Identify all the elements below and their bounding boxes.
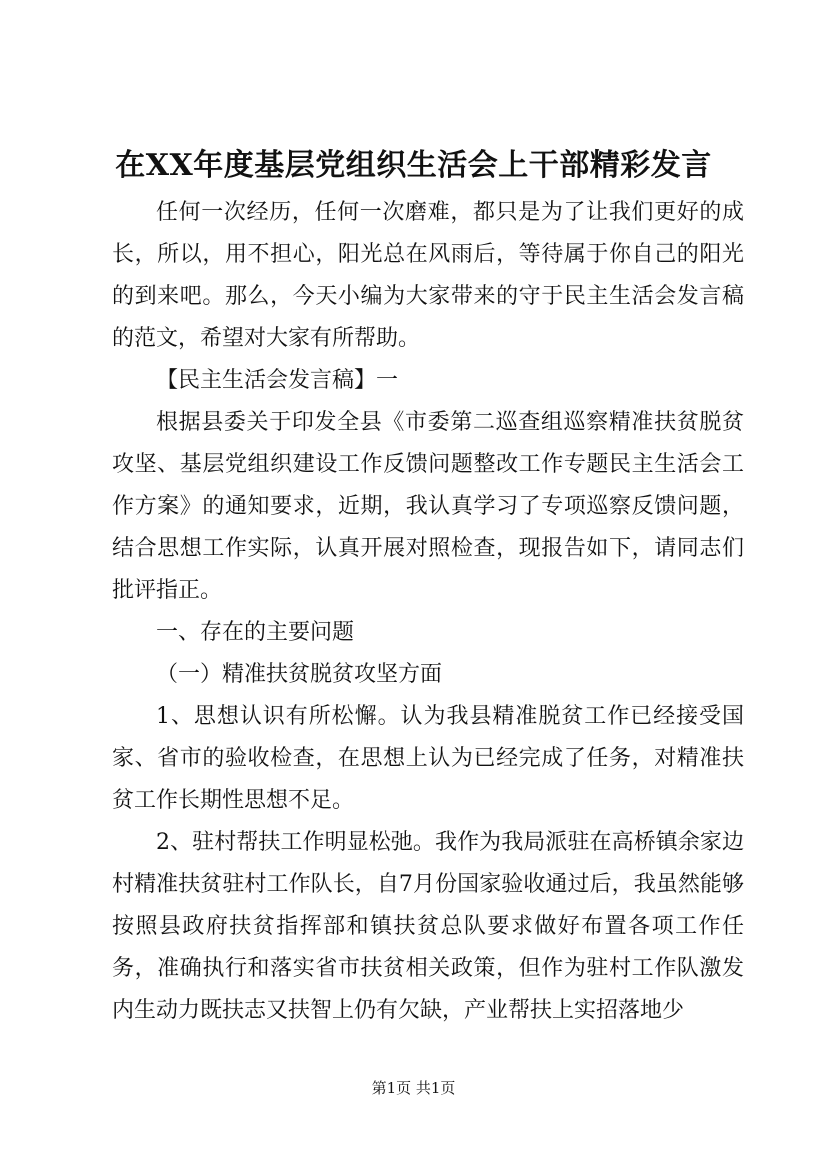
body-paragraph: 1、思想认识有所松懈。认为我县精准脱贫工作已经接受国家、省市的验收检查，在思想上认为已经完成了任务，对精准扶贫工作长期性思想不足。	[112, 704, 744, 813]
chapter-heading: 一、存在的主要问题	[156, 620, 355, 645]
subsection-heading: （一）精准扶贫脱贫攻坚方面	[156, 662, 443, 687]
document-title: 在XX年度基层党组织生活会上干部精彩发言	[115, 148, 712, 183]
intro-paragraph: 任何一次经历，任何一次磨难，都只是为了让我们更好的成长，所以，用不担心，阳光总在风雨后，等待属于你自己的阳光的到来吧。那么，今天小编为大家带来的守于民主生活会发言稿的范文，希望对大家有所帮助。	[112, 200, 744, 351]
document-body	[112, 192, 744, 1032]
page-footer: 第1页 共1页	[371, 1079, 456, 1097]
body-paragraph: 根据县委关于印发全县《市委第二巡查组巡察精准扶贫脱贫攻坚、基层党组织建设工作反馈问题整改工作专题民主生活会工作方案》的通知要求，近期，我认真学习了专项巡察反馈问题，结合思想工作实际，认真开展对照检查，现报告如下，请同志们批评指正。	[112, 410, 744, 603]
section-heading: 【民主生活会发言稿】一	[156, 368, 399, 393]
body-paragraph: 2、驻村帮扶工作明显松弛。我作为我局派驻在高桥镇余家边村精准扶贫驻村工作队长，自7月份国家验收通过后，我虽然能够按照县政府扶贫指挥部和镇扶贫总队要求做好布置各项工作任务，准确执行和落实省市扶贫相关政策，但作为驻村工作队激发内生动力既扶志又扶智上仍有欠缺，产业帮扶上实招落地少	[112, 830, 744, 1023]
